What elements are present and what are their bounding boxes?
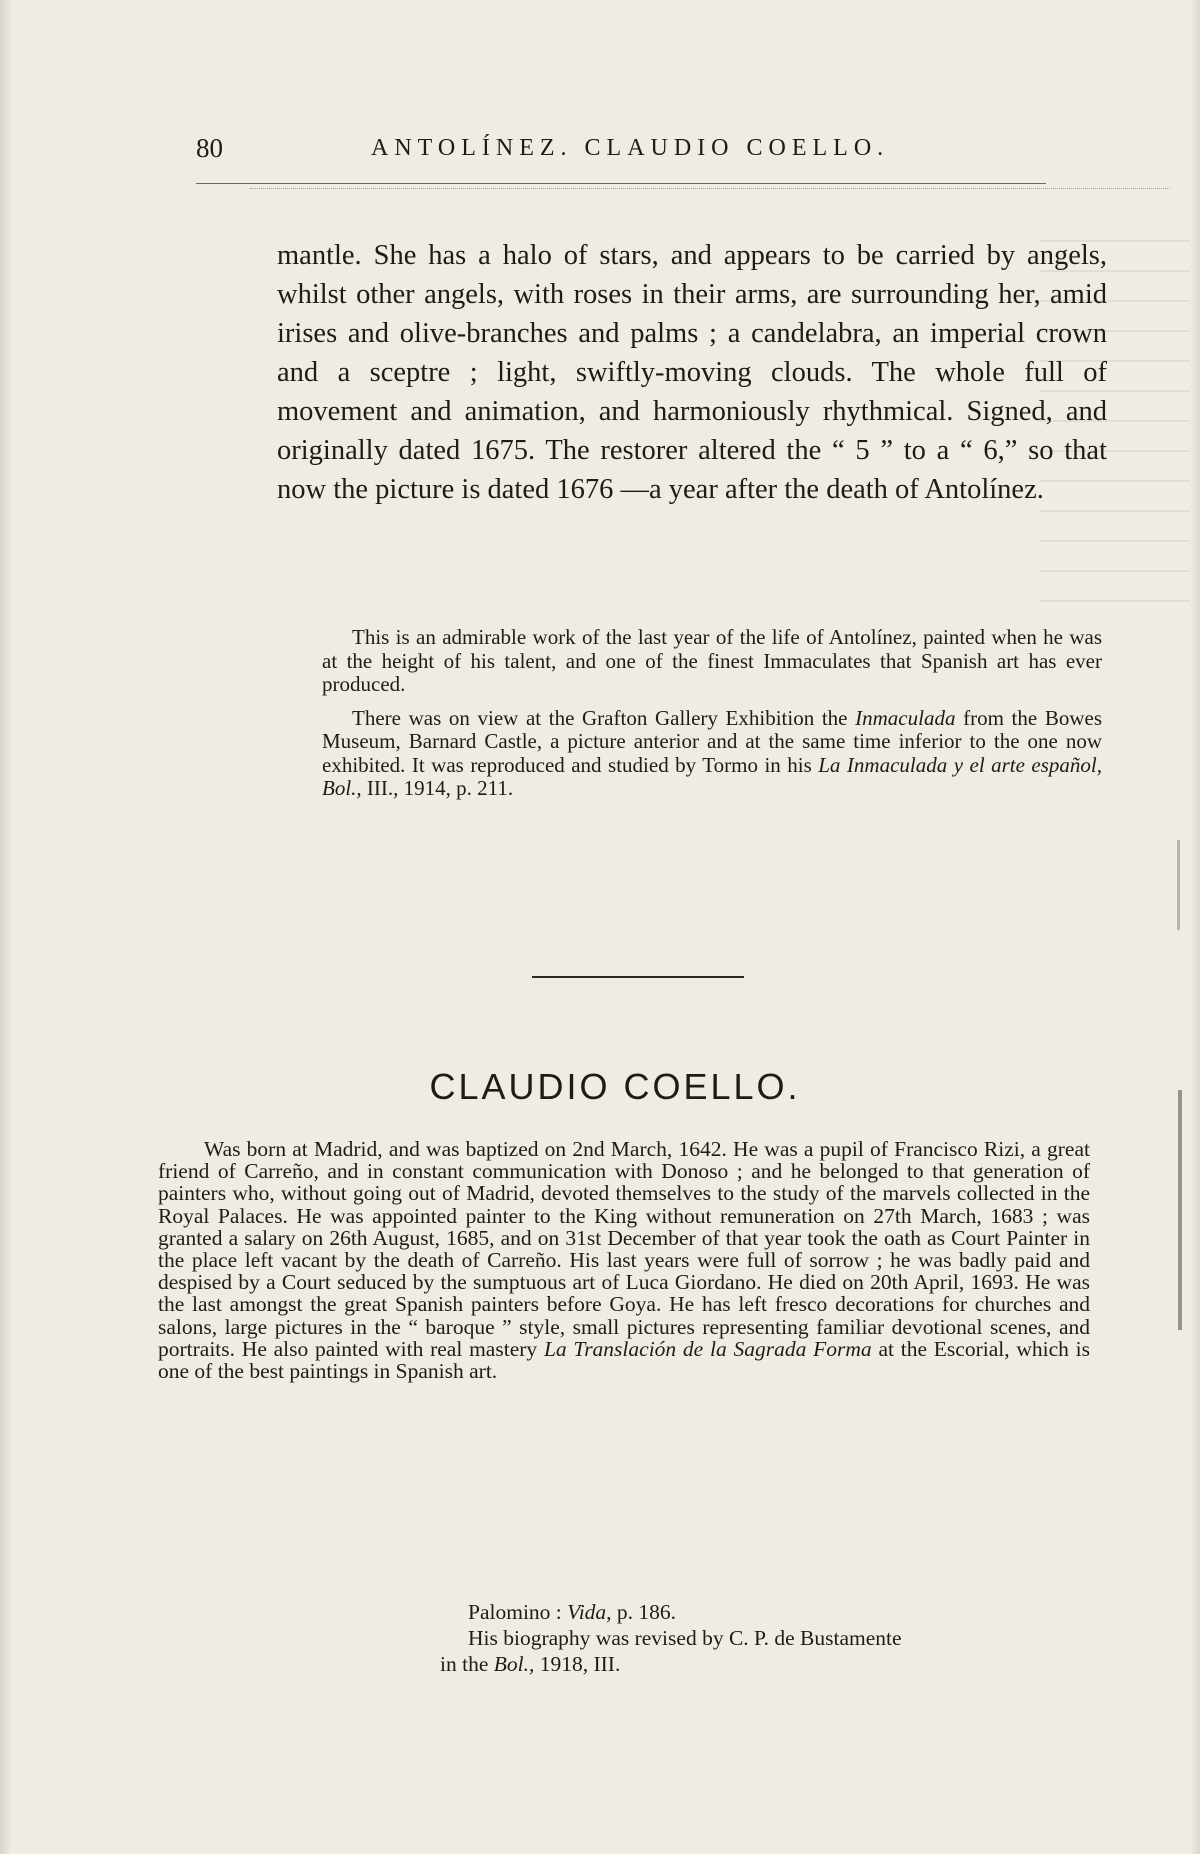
reference-line-3 bbox=[440, 1651, 1108, 1677]
page-number: 80 bbox=[196, 133, 223, 163]
note-paragraph-2 bbox=[322, 707, 1102, 801]
page-header bbox=[196, 133, 1196, 173]
ref-text: in the bbox=[440, 1652, 489, 1676]
note-italic-citation: La Inmaculada y el arte español, Bol., bbox=[322, 752, 1103, 800]
biography-paragraph bbox=[158, 1138, 1090, 1382]
margin-mark-upper bbox=[1177, 840, 1180, 930]
header-rule bbox=[196, 183, 1046, 184]
note-italic-title: Inmaculada bbox=[855, 705, 956, 730]
note-block bbox=[322, 626, 1102, 811]
note-text: There was on view at the Grafton Gallery Exhibition the bbox=[352, 705, 848, 730]
intro-paragraph: mantle. She has a halo of stars, and appears to be carried by angels, whilst other angels, with roses in their arms, are surrounding her, amid irises and olive-branches and palms ; a candelabra, an imperial crown and a sceptre ; light, swiftly-moving clouds. The whole full of movement and animation, and harmoniously rhythmical. Signed, and originally dated 1675. The restorer altered the “ 5 ” to a “ 6,” so that now the picture is dated 1676 —a year after the death of Antolínez. bbox=[277, 240, 1107, 505]
note-paragraph-1: This is an admirable work of the last year of the life of Antolínez, painted when he was at the height of his talent, and one of the finest Immaculates that Spanish art has ever produced. bbox=[322, 625, 1102, 696]
ref-text: Palomino : bbox=[468, 1600, 562, 1624]
note-text: from the Bowes Museum, Barnard Castle, a picture anterior and at the same time inferior to the one now exhibited. It was reproduced and studied by Tormo in his bbox=[322, 705, 1103, 777]
note-text: III., 1914, p. 211. bbox=[366, 776, 514, 800]
ref-italic: Vida, bbox=[567, 1600, 612, 1624]
ref-text: p. 186. bbox=[616, 1600, 677, 1624]
reference-line-1 bbox=[468, 1599, 1108, 1625]
header-rule-dotted bbox=[250, 188, 1170, 189]
margin-mark bbox=[1178, 1090, 1182, 1330]
bio-text: Was born at Madrid, and was baptized on 2nd March, 1642. He was a pupil of Francisco Rizi, a great friend of Carreño, and in constant communication with Donoso ; and he belonged to that generation of painters who, without going out of Madrid, devoted themselves to the study of the marvels collected in the Royal Palaces. He was appointed painter to the King without remuneration on 27th March, 1683 ; was granted a salary on 26th August, 1685, and on 31st December of that year took the oath as Court Painter in the place left vacant by the death of Carreño. His last years were full of sorrow ; he was badly paid and despised by a Court seduced by the sumptuous art of Luca Giordano. He died on 20th April, 1693. He was the last amongst the great Spanish painters before Goya. He has left fresco decorations for churches and salons, large pictures in the “ baroque ” style, small pictures representing familiar devotional scenes, and portraits. He also painted with real mastery bbox=[158, 1137, 1090, 1361]
bio-text: at the Escorial, which is one of the best paintings in Spanish art. bbox=[158, 1336, 1091, 1384]
reference-line-2: His biography was revised by C. P. de Bustamente bbox=[468, 1626, 902, 1650]
references bbox=[440, 1599, 1108, 1677]
section-title: CLAUDIO COELLO. bbox=[429, 1066, 801, 1107]
running-head: ANTOLÍNEZ. CLAUDIO COELLO. bbox=[371, 135, 890, 161]
ref-text: 1918, III. bbox=[539, 1652, 621, 1676]
bio-italic-title: La Translación de la Sagrada Forma bbox=[543, 1336, 872, 1361]
page-right-edge bbox=[1190, 0, 1200, 1854]
section-divider bbox=[532, 976, 744, 978]
ref-italic: Bol., bbox=[493, 1652, 535, 1676]
page-left-edge bbox=[0, 0, 12, 1854]
